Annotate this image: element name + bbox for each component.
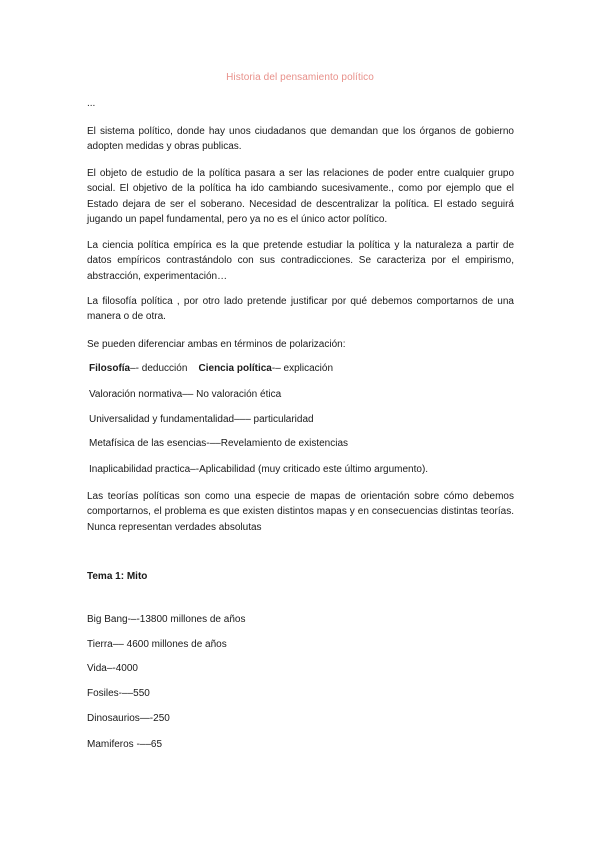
document-title: Historia del pensamiento político: [226, 72, 374, 83]
contrast-line: Universalidad y fundamentalidad––– particularidad: [89, 414, 314, 425]
filosofia-rest: –- deducción: [130, 363, 188, 374]
paragraph-objeto-estudio: El objeto de estudio de la política pasara a ser las relaciones de poder entre cualquier grupo social. El objetivo de la política ha ido cambiando sucesivamente., como por ejemplo que el Estado dejara de ser el soberano. Necesidad de descentralizar la política. El estado seguirá jugando un papel fundamental, pero ya no es el único actor político.: [87, 168, 514, 226]
paragraph-ciencia-empirica: La ciencia política empírica es la que pretende estudiar la política y la naturaleza a partir de datos empíricos contrastándolo con sus contradicciones. Se caracteriza por el empirismo, abstracción, experimentación…: [87, 240, 514, 282]
paragraph-filosofia-politica: La filosofía política , por otro lado pretende justificar por qué debemos comportarnos de una manera o de otra.: [87, 296, 514, 323]
contrast-line: Metafísica de las esencias-––Revelamiento de existencias: [89, 438, 349, 449]
tema-heading: Tema 1: Mito: [87, 571, 148, 582]
timeline-item: Vida–-4000: [87, 663, 138, 674]
paragraph-teorias-politicas: Las teorías políticas son como una especie de mapas de orientación sobre cómo debemos comportarnos, el problema es que existen distintos mapas y en consecuencias distintas teorías. Nunca representan verdades absolutas: [87, 491, 514, 533]
contrast-line-filosofia-ciencia: [89, 361, 516, 376]
paragraph-polarizacion: Se pueden diferenciar ambas en términos de polarización:: [87, 339, 346, 350]
contrast-line: Valoración normativa–– No valoración ética: [89, 389, 282, 400]
contrast-line: Inaplicabilidad practica–-Aplicabilidad (muy criticado este último argumento).: [89, 464, 429, 475]
timeline-item: Mamiferos -––65: [87, 739, 163, 750]
filosofia-label: Filosofía: [89, 363, 131, 374]
ciencia-label: Ciencia política: [198, 363, 272, 374]
timeline-item: Tierra–– 4600 millones de años: [87, 639, 227, 650]
timeline-item: Dinosaurios—-250: [87, 713, 170, 724]
paragraph-sistema-politico: El sistema político, donde hay unos ciudadanos que demandan que los órganos de gobierno adopten medidas y obras publicas.: [87, 126, 514, 153]
timeline-item: Fosiles-––550: [87, 688, 150, 699]
ciencia-rest: -– explicación: [271, 363, 334, 374]
timeline-item: Big Bang-–-13800 millones de años: [87, 614, 246, 625]
ellipsis: ...: [87, 98, 96, 109]
